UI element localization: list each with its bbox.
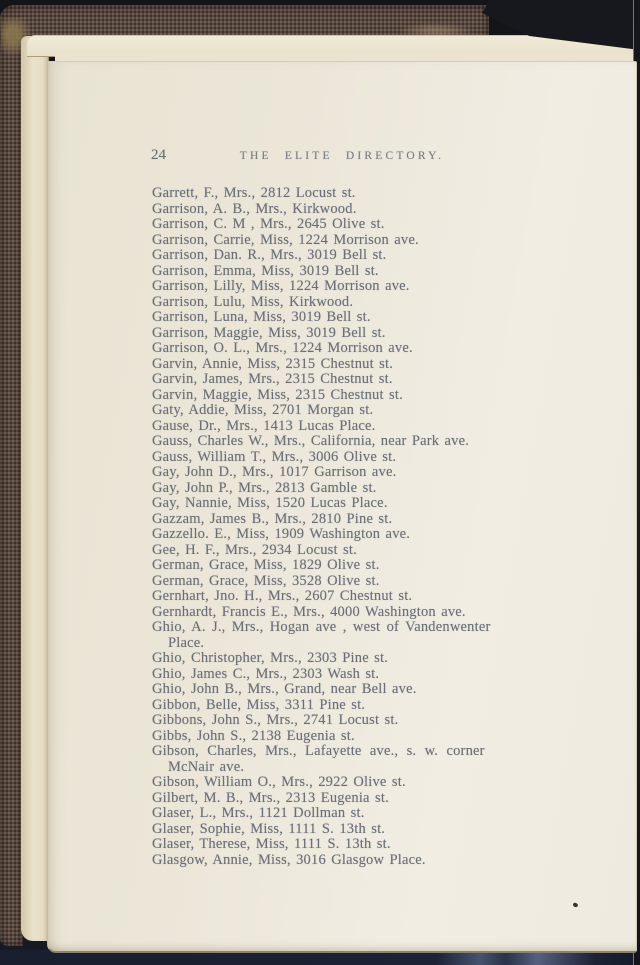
page-number: 24 <box>151 147 166 163</box>
directory-entry: Gauss, William T., Mrs., 3006 Olive st. <box>152 448 397 465</box>
directory-entry: Garrison, A. B., Mrs., Kirkwood. <box>152 200 357 217</box>
directory-entry: Garrison, O. L., Mrs., 1224 Morrison ave. <box>152 340 413 356</box>
directory-entry: Ghio, John B., Mrs., Grand, near Bell ave. <box>152 681 417 697</box>
directory-entry: Garrison, Lulu, Miss, Kirkwood. <box>152 293 354 310</box>
ink-speck <box>573 902 579 907</box>
directory-entry: Garrison, Luna, Miss, 3019 Bell st. <box>152 309 371 325</box>
directory-entry: Garvin, Maggie, Miss, 2315 Chestnut st. <box>152 386 403 403</box>
directory-entry: Gay, John P., Mrs., 2813 Gamble st. <box>152 479 377 496</box>
directory-entry: Garvin, Annie, Miss, 2315 Chestnut st. <box>152 355 394 372</box>
directory-entry: Gilbert, M. B., Mrs., 2313 Eugenia st. <box>152 789 389 806</box>
directory-entry: Gibson, William O., Mrs., 2922 Olive st. <box>152 774 406 790</box>
directory-entry: Ghio, A. J., Mrs., Hogan ave , west of Vandenwenter <box>152 619 491 635</box>
directory-entry: Gibbons, John S., Mrs., 2741 Locust st. <box>152 712 399 728</box>
directory-entry: German, Grace, Miss, 1829 Olive st. <box>152 557 380 573</box>
directory-entry: Ghio, Christopher, Mrs., 2303 Pine st. <box>152 650 389 666</box>
directory-entry: Gazzello. E., Miss, 1909 Washington ave. <box>152 526 411 542</box>
directory-entry: Gibson, Charles, Mrs., Lafayette ave., s. w. corner <box>152 743 485 759</box>
book-cover-spine-edge <box>0 8 23 946</box>
directory-entry-continuation: Place. <box>168 634 205 651</box>
directory-entry: Garrison, Maggie, Miss, 3019 Bell st. <box>152 324 386 341</box>
page-stack-left-edge <box>21 36 49 941</box>
directory-entry: Gernhardt, Francis E., Mrs., 4000 Washington ave. <box>152 603 466 620</box>
directory-entry: Gibbs, John S., 2138 Eugenia st. <box>152 727 355 744</box>
directory-entry: Glaser, L., Mrs., 1121 Dollman st. <box>152 805 365 821</box>
directory-entry: Garvin, James, Mrs., 2315 Chestnut st. <box>152 371 393 387</box>
directory-entry: Gibbon, Belle, Miss, 3311 Pine st. <box>152 696 366 713</box>
page-title: THE ELITE DIRECTORY. <box>239 150 445 162</box>
directory-entry: Glasgow, Annie, Miss, 3016 Glasgow Place. <box>152 851 426 868</box>
directory-entry: German, Grace, Miss, 3528 Olive st. <box>152 572 380 589</box>
book-page <box>47 61 637 953</box>
directory-entry: Gay, John D., Mrs., 1017 Garrison ave. <box>152 464 397 480</box>
directory-entry: Gee, H. F., Mrs., 2934 Locust st. <box>152 541 357 558</box>
directory-entry: Garrett, F., Mrs., 2812 Locust st. <box>152 185 356 201</box>
directory-entry-continuation: McNair ave. <box>168 758 245 775</box>
directory-entry: Garrison, Emma, Miss, 3019 Bell st. <box>152 262 379 279</box>
directory-entry: Glaser, Therese, Miss, 1111 S. 13th st. <box>152 836 391 852</box>
directory-entry: Gay, Nannie, Miss, 1520 Lucas Place. <box>152 495 388 511</box>
directory-list <box>152 186 624 868</box>
directory-entry: Garrison, Dan. R., Mrs., 3019 Bell st. <box>152 247 387 263</box>
directory-entry: Gaty, Addie, Miss, 2701 Morgan st. <box>152 402 374 418</box>
directory-entry: Ghio, James C., Mrs., 2303 Wash st. <box>152 665 380 682</box>
directory-entry: Garrison, Carrie, Miss, 1224 Morrison ave. <box>152 231 419 248</box>
directory-entry: Gauss, Charles W., Mrs., California, near Park ave. <box>152 433 470 449</box>
directory-entry: Garrison, C. M , Mrs., 2645 Olive st. <box>152 216 385 232</box>
directory-entry: Gernhart, Jno. H., Mrs., 2607 Chestnut st. <box>152 588 413 604</box>
directory-entry: Garrison, Lilly, Miss, 1224 Morrison ave. <box>152 278 410 294</box>
directory-entry: Glaser, Sophie, Miss, 1111 S. 13th st. <box>152 820 386 837</box>
directory-entry: Gause, Dr., Mrs., 1413 Lucas Place. <box>152 417 376 434</box>
directory-entry: Gazzam, James B., Mrs., 2810 Pine st. <box>152 510 393 527</box>
